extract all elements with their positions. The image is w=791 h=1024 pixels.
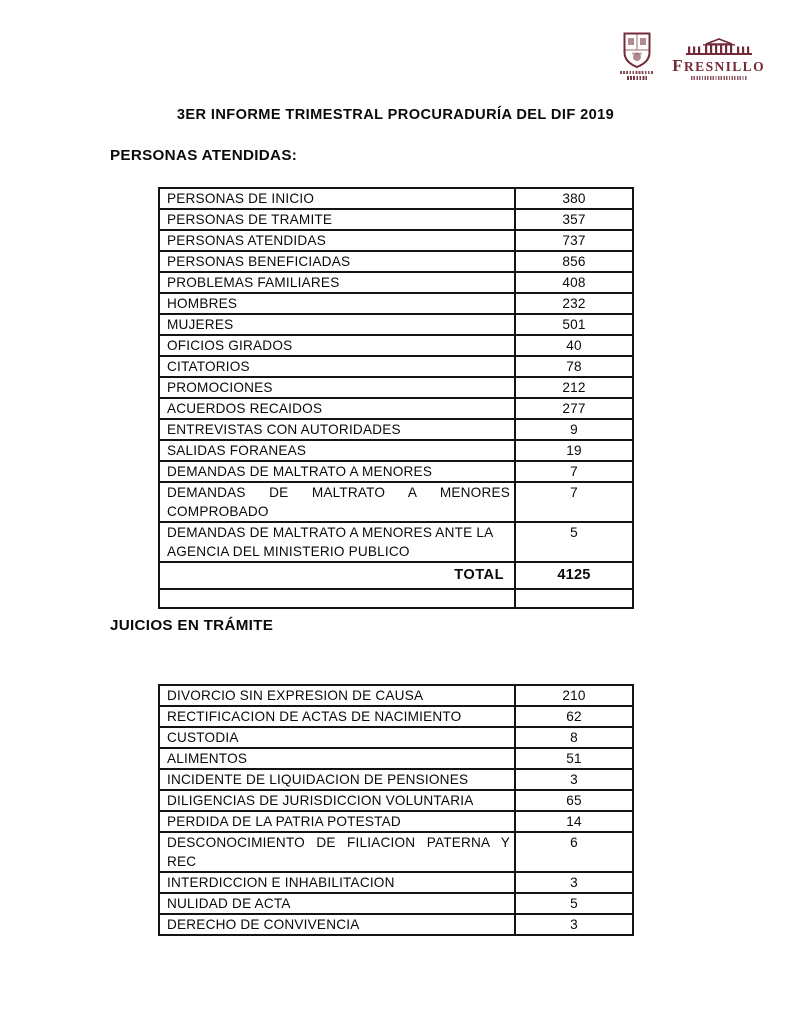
row-value: 7	[515, 461, 633, 482]
row-label-line: AGENCIA DEL MINISTERIO PUBLICO	[167, 544, 410, 559]
row-label: HOMBRES	[159, 293, 515, 314]
row-value: 5	[515, 893, 633, 914]
row-value: 8	[515, 727, 633, 748]
row-label: DERECHO DE CONVIVENCIA	[159, 914, 515, 935]
row-value: 5	[515, 522, 633, 562]
table-row	[159, 522, 633, 562]
table-row	[159, 440, 633, 461]
report-title: 3ER INFORME TRIMESTRAL PROCURADURÍA DEL DIF 2019	[176, 107, 615, 123]
row-label-line: COMPROBADO	[167, 504, 269, 519]
table-row	[159, 293, 633, 314]
row-value: 4125	[515, 562, 633, 589]
row-value: 40	[515, 335, 633, 356]
row-value: 51	[515, 748, 633, 769]
row-value: 357	[515, 209, 633, 230]
row-value: 9	[515, 419, 633, 440]
row-label	[159, 522, 515, 562]
row-value: 3	[515, 872, 633, 893]
fresnillo-wordmark: FRESNILLO	[672, 56, 765, 75]
row-label: OFICIOS GIRADOS	[159, 335, 515, 356]
table-row	[159, 419, 633, 440]
table-row	[159, 914, 633, 935]
table-row	[159, 188, 633, 209]
row-label: MUJERES	[159, 314, 515, 335]
row-value: 210	[515, 685, 633, 706]
row-label-line: DEMANDAS DE MALTRATO A MENORES ANTE LA	[167, 525, 494, 540]
row-value: 212	[515, 377, 633, 398]
row-value: 277	[515, 398, 633, 419]
row-label: RECTIFICACION DE ACTAS DE NACIMIENTO	[159, 706, 515, 727]
table-row	[159, 685, 633, 706]
fresnillo-logo	[672, 38, 765, 80]
table-row	[159, 893, 633, 914]
table-row	[159, 790, 633, 811]
row-value: 19	[515, 440, 633, 461]
row-label: ENTREVISTAS CON AUTORIDADES	[159, 419, 515, 440]
row-label: CUSTODIA	[159, 727, 515, 748]
row-label-line: REC	[167, 854, 197, 869]
table-row	[159, 706, 633, 727]
row-label: DEMANDAS DE MALTRATO A MENORES	[159, 461, 515, 482]
table-row	[159, 314, 633, 335]
table-row	[159, 356, 633, 377]
crest-caption-line	[620, 71, 654, 74]
row-label: PERSONAS ATENDIDAS	[159, 230, 515, 251]
row-label: PROMOCIONES	[159, 377, 515, 398]
table-row	[159, 335, 633, 356]
row-value: 65	[515, 790, 633, 811]
row-label: SALIDAS FORANEAS	[159, 440, 515, 461]
row-label: DIVORCIO SIN EXPRESION DE CAUSA	[159, 685, 515, 706]
total-row	[159, 562, 633, 589]
row-label: PERSONAS BENEFICIADAS	[159, 251, 515, 272]
row-value	[515, 589, 633, 608]
row-label: PERDIDA DE LA PATRIA POTESTAD	[159, 811, 515, 832]
table-row	[159, 251, 633, 272]
row-label: CITATORIOS	[159, 356, 515, 377]
empty-row	[159, 589, 633, 608]
table-row	[159, 811, 633, 832]
personas-atendidas-table	[158, 187, 634, 609]
table-row	[159, 461, 633, 482]
row-label: TOTAL	[159, 562, 515, 589]
row-label: NULIDAD DE ACTA	[159, 893, 515, 914]
row-label: INCIDENTE DE LIQUIDACION DE PENSIONES	[159, 769, 515, 790]
crest-shield-icon	[623, 32, 651, 69]
row-value: 232	[515, 293, 633, 314]
table-row	[159, 377, 633, 398]
table-row	[159, 482, 633, 522]
row-value: 62	[515, 706, 633, 727]
table-row	[159, 398, 633, 419]
row-value: 3	[515, 769, 633, 790]
row-value: 78	[515, 356, 633, 377]
fresnillo-tagline	[691, 76, 747, 80]
row-label: PERSONAS DE INICIO	[159, 188, 515, 209]
table-row	[159, 209, 633, 230]
row-value: 408	[515, 272, 633, 293]
table-row	[159, 272, 633, 293]
table-row	[159, 832, 633, 872]
row-label: INTERDICCION E INHABILITACION	[159, 872, 515, 893]
row-value: 501	[515, 314, 633, 335]
section-heading-juicios-en-tramite: JUICIOS EN TRÁMITE	[110, 617, 274, 634]
row-value: 7	[515, 482, 633, 522]
row-value: 6	[515, 832, 633, 872]
row-value: 856	[515, 251, 633, 272]
table-row	[159, 769, 633, 790]
crest-caption-line	[627, 76, 647, 80]
section-heading-personas-atendidas: PERSONAS ATENDIDAS:	[110, 147, 298, 164]
table-row	[159, 748, 633, 769]
table-row	[159, 230, 633, 251]
row-value: 737	[515, 230, 633, 251]
municipal-crest-logo	[620, 32, 654, 80]
juicios-en-tramite-table	[158, 684, 634, 936]
header-logos	[620, 30, 765, 80]
row-label: PERSONAS DE TRAMITE	[159, 209, 515, 230]
row-label-line: DESCONOCIMIENTO DE FILIACION PATERNA Y	[167, 835, 510, 850]
row-label: ACUERDOS RECAIDOS	[159, 398, 515, 419]
row-label	[159, 482, 515, 522]
row-label: ALIMENTOS	[159, 748, 515, 769]
row-label-line: DEMANDAS DE MALTRATO A MENORES	[167, 485, 510, 500]
row-label: PROBLEMAS FAMILIARES	[159, 272, 515, 293]
building-icon	[686, 38, 752, 55]
row-value: 14	[515, 811, 633, 832]
table-row	[159, 872, 633, 893]
row-value: 380	[515, 188, 633, 209]
row-label	[159, 589, 515, 608]
row-label: DILIGENCIAS DE JURISDICCION VOLUNTARIA	[159, 790, 515, 811]
row-value: 3	[515, 914, 633, 935]
table-row	[159, 727, 633, 748]
row-label	[159, 832, 515, 872]
